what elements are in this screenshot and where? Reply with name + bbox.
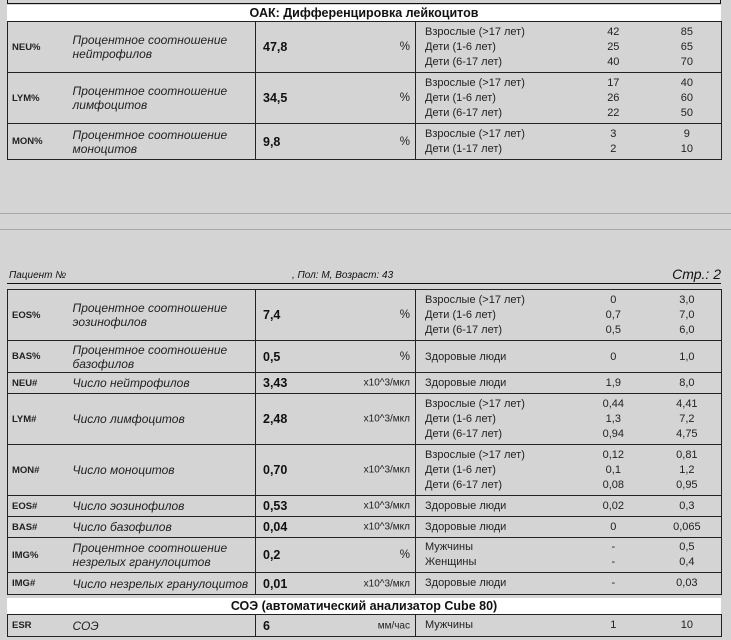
reference-max: 4,75	[676, 427, 698, 440]
reference-range-line	[416, 499, 721, 514]
reference-ranges	[416, 73, 722, 124]
reference-group: Женщины	[425, 556, 477, 568]
result-value: 9,8	[263, 134, 281, 149]
reference-group: Дети (1-6 лет)	[425, 412, 496, 425]
result-value: 0,5	[263, 349, 281, 364]
reference-max: 50	[680, 106, 693, 119]
result-cell	[256, 496, 416, 517]
patient-number-label: Пациент №	[9, 270, 67, 281]
result-value: 47,8	[263, 40, 288, 54]
table-row	[8, 517, 722, 538]
reference-min: 0,44	[602, 397, 625, 410]
reference-range-line	[416, 520, 721, 535]
result-cell	[256, 341, 416, 373]
reference-range-line	[416, 40, 721, 55]
test-name: Число моноцитов	[73, 445, 256, 496]
previous-table-bottom-edge	[7, 0, 721, 4]
table-row	[8, 73, 722, 124]
reference-min: 25	[607, 40, 620, 53]
reference-min: -	[611, 556, 616, 568]
reference-max: 1,2	[679, 463, 695, 476]
result-cell	[256, 538, 416, 573]
reference-max: 7,2	[679, 412, 695, 425]
section-title-esr: СОЭ (автоматический анализатор Cube 80)	[7, 598, 721, 614]
reference-range-line	[416, 142, 721, 157]
test-name: Процентное соотношение незрелых гранулоцитов	[73, 538, 256, 573]
page-separator-line	[0, 229, 731, 230]
reference-min: 26	[607, 91, 620, 104]
reference-range-line	[416, 91, 721, 106]
table-row	[8, 124, 722, 160]
reference-min: 0	[610, 293, 617, 306]
reference-group: Дети (6-17 лет)	[425, 55, 503, 68]
reference-min: 0,94	[602, 427, 625, 440]
results-table-section2	[7, 289, 722, 595]
test-code: BAS%	[8, 341, 73, 373]
reference-range-line	[416, 463, 721, 478]
page-number: Стр.: 2	[672, 266, 721, 282]
reference-group: Здоровые люди	[425, 351, 507, 363]
table-row	[8, 538, 722, 573]
reference-max: 4,41	[676, 397, 698, 410]
result-unit: x10^3/мкл	[363, 500, 410, 512]
reference-group: Взрослые (>17 лет)	[425, 397, 525, 410]
reference-min: 17	[607, 76, 620, 89]
reference-max: 9	[683, 127, 690, 140]
test-code: IMG%	[8, 538, 73, 573]
result-unit: x10^3/мкл	[363, 578, 410, 589]
reference-max: 7,0	[679, 308, 695, 321]
result-cell	[256, 290, 416, 341]
reference-range-line	[416, 618, 721, 633]
reference-min: 1	[610, 619, 617, 631]
reference-min: 2	[610, 142, 617, 155]
reference-group: Дети (6-17 лет)	[425, 323, 503, 336]
reference-max: 10	[680, 619, 693, 631]
reference-range-line	[416, 293, 721, 308]
result-cell	[256, 615, 416, 637]
reference-group: Мужчины	[425, 541, 474, 553]
test-code: NEU#	[8, 373, 73, 394]
result-cell	[256, 124, 416, 160]
reference-min: 0,12	[602, 448, 625, 461]
result-value: 0,01	[263, 576, 288, 591]
result-unit: x10^3/мкл	[363, 521, 410, 533]
page-separator-line	[0, 213, 731, 214]
reference-max: 1,0	[679, 351, 695, 363]
table-row	[8, 573, 722, 595]
result-cell	[256, 373, 416, 394]
reference-max: 70	[680, 55, 693, 68]
reference-group: Взрослые (>17 лет)	[425, 448, 525, 461]
test-code: ESR	[8, 615, 73, 637]
reference-min: 1,9	[605, 376, 621, 389]
results-table-section1	[7, 21, 722, 160]
reference-group: Взрослые (>17 лет)	[425, 293, 525, 306]
test-code: LYM%	[8, 73, 73, 124]
reference-range-line	[416, 127, 721, 142]
table-row	[8, 394, 722, 445]
test-name: Процентное соотношение базофилов	[73, 341, 256, 373]
result-value: 2,48	[263, 412, 288, 426]
section-title-leukocyte-differential: ОАК: Дифференцировка лейкоцитов	[7, 5, 721, 21]
reference-max: 40	[680, 76, 693, 89]
test-code: EOS%	[8, 290, 73, 341]
reference-min: 0,08	[602, 478, 625, 491]
result-unit: %	[399, 350, 410, 363]
reference-group: Здоровые люди	[425, 520, 507, 533]
test-name: СОЭ	[73, 615, 256, 637]
reference-ranges	[416, 445, 722, 496]
test-code: IMG#	[8, 573, 73, 595]
reference-group: Здоровые люди	[425, 577, 507, 589]
table-row	[8, 615, 722, 637]
reference-max: 0,81	[676, 448, 698, 461]
result-value: 7,4	[263, 308, 281, 322]
reference-range-line	[416, 55, 721, 70]
reference-min: -	[611, 577, 616, 589]
reference-ranges	[416, 517, 722, 538]
result-unit: x10^3/мкл	[363, 464, 410, 476]
test-name: Процентное соотношение моноцитов	[73, 124, 256, 160]
reference-max: 6,0	[679, 323, 695, 336]
reference-min: 0,02	[602, 499, 625, 512]
table-row	[8, 290, 722, 341]
reference-group: Дети (1-6 лет)	[425, 463, 496, 476]
result-cell	[256, 445, 416, 496]
reference-min: 0	[610, 351, 617, 363]
result-unit: x10^3/мкл	[363, 413, 410, 425]
reference-group: Взрослые (>17 лет)	[425, 127, 525, 140]
reference-min: -	[611, 541, 616, 553]
reference-ranges	[416, 22, 722, 73]
table-row	[8, 496, 722, 517]
result-cell	[256, 517, 416, 538]
reference-max: 0,03	[676, 577, 698, 589]
reference-range-line	[416, 25, 721, 40]
reference-ranges	[416, 538, 722, 573]
reference-group: Дети (1-6 лет)	[425, 40, 496, 53]
reference-ranges	[416, 615, 722, 637]
result-unit: %	[399, 309, 410, 321]
reference-min: 0	[610, 520, 617, 533]
reference-max: 85	[680, 25, 693, 38]
reference-range-line	[416, 308, 721, 323]
result-value: 0,70	[263, 463, 288, 477]
test-code: MON#	[8, 445, 73, 496]
results-table-section3	[7, 614, 722, 637]
result-value: 0,2	[263, 548, 281, 562]
reference-min: 42	[607, 25, 620, 38]
reference-range-line	[416, 412, 721, 427]
reference-group: Дети (1-6 лет)	[425, 308, 496, 321]
result-unit: %	[399, 135, 410, 148]
test-code: LYM#	[8, 394, 73, 445]
reference-group: Дети (6-17 лет)	[425, 106, 503, 119]
result-value: 0,53	[263, 499, 288, 513]
result-cell	[256, 73, 416, 124]
test-code: MON%	[8, 124, 73, 160]
reference-min: 40	[607, 55, 620, 68]
reference-min: 0,5	[605, 323, 621, 336]
patient-header	[7, 268, 721, 284]
result-unit: x10^3/мкл	[363, 377, 410, 389]
reference-group: Дети (6-17 лет)	[425, 427, 503, 440]
result-value: 3,43	[263, 376, 288, 390]
reference-ranges	[416, 124, 722, 160]
reference-group: Дети (1-6 лет)	[425, 91, 496, 104]
reference-min: 22	[607, 106, 620, 119]
result-unit: %	[399, 92, 410, 104]
test-name: Процентное соотношение нейтрофилов	[73, 22, 256, 73]
reference-ranges	[416, 290, 722, 341]
reference-range-line	[416, 540, 721, 555]
reference-max: 10	[680, 142, 693, 155]
reference-group: Здоровые люди	[425, 376, 507, 389]
result-cell	[256, 394, 416, 445]
reference-max: 3,0	[679, 293, 695, 306]
result-unit: мм/час	[377, 620, 410, 631]
result-value: 34,5	[263, 91, 288, 105]
reference-max: 60	[680, 91, 693, 104]
reference-range-line	[416, 555, 721, 570]
test-name: Число базофилов	[73, 517, 256, 538]
result-cell	[256, 22, 416, 73]
reference-group: Дети (6-17 лет)	[425, 478, 503, 491]
reference-ranges	[416, 341, 722, 373]
reference-range-line	[416, 478, 721, 493]
reference-ranges	[416, 573, 722, 595]
reference-group: Мужчины	[425, 619, 474, 631]
reference-group: Взрослые (>17 лет)	[425, 25, 525, 38]
reference-ranges	[416, 373, 722, 394]
reference-range-line	[416, 448, 721, 463]
result-cell	[256, 573, 416, 595]
reference-range-line	[416, 106, 721, 121]
result-unit: %	[399, 549, 410, 561]
reference-range-line	[416, 576, 721, 591]
reference-max: 0,4	[679, 556, 695, 568]
table-row	[8, 373, 722, 394]
test-name: Число лимфоцитов	[73, 394, 256, 445]
test-name: Процентное соотношение лимфоцитов	[73, 73, 256, 124]
result-value: 0,04	[263, 520, 288, 534]
reference-max: 8,0	[679, 376, 695, 389]
table-row	[8, 445, 722, 496]
table-row	[8, 22, 722, 73]
reference-range-line	[416, 376, 721, 391]
result-unit: %	[399, 41, 410, 53]
reference-max: 0,065	[673, 520, 701, 533]
table-row	[8, 341, 722, 373]
reference-range-line	[416, 76, 721, 91]
test-code: NEU%	[8, 22, 73, 73]
test-name: Число эозинофилов	[73, 496, 256, 517]
reference-min: 1,3	[605, 412, 621, 425]
reference-max: 0,3	[679, 499, 695, 512]
reference-max: 0,95	[676, 478, 698, 491]
reference-min: 3	[610, 127, 617, 140]
reference-group: Взрослые (>17 лет)	[425, 76, 525, 89]
test-code: EOS#	[8, 496, 73, 517]
test-name: Число нейтрофилов	[73, 373, 256, 394]
reference-min: 0,1	[605, 463, 621, 476]
reference-min: 0,7	[605, 308, 621, 321]
test-code: BAS#	[8, 517, 73, 538]
test-name: Число незрелых гранулоцитов	[73, 573, 256, 595]
patient-info: , Пол: М, Возраст: 43	[292, 270, 394, 281]
reference-ranges	[416, 394, 722, 445]
reference-group: Здоровые люди	[425, 499, 507, 512]
result-value: 6	[263, 618, 270, 633]
reference-range-line	[416, 323, 721, 338]
reference-max: 65	[680, 40, 693, 53]
reference-range-line	[416, 397, 721, 412]
reference-range-line	[416, 427, 721, 442]
reference-ranges	[416, 496, 722, 517]
reference-range-line	[416, 350, 721, 365]
reference-group: Дети (1-17 лет)	[425, 142, 503, 155]
reference-max: 0,5	[679, 541, 695, 553]
test-name: Процентное соотношение эозинофилов	[73, 290, 256, 341]
